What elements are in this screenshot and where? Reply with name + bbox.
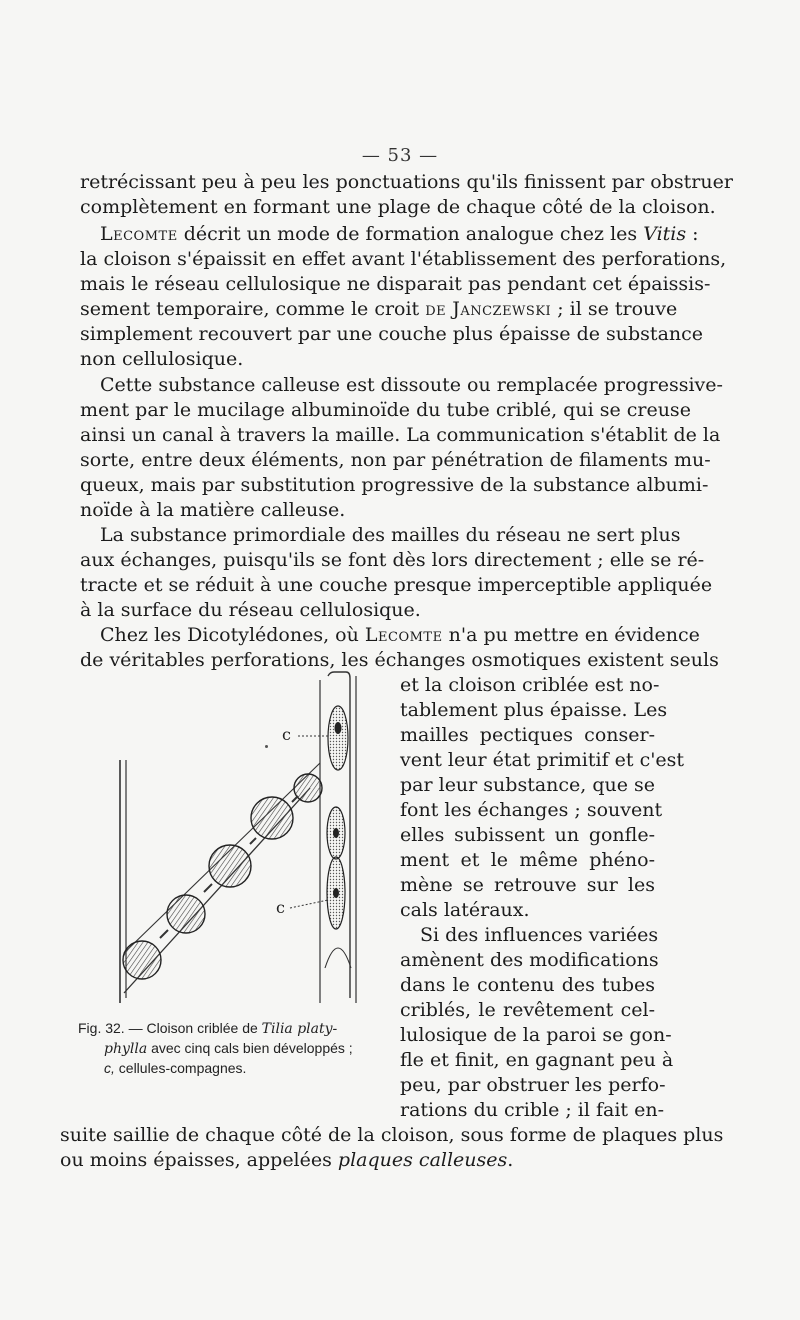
- caption-symbol: c,: [104, 1060, 115, 1076]
- text-line: à la surface du réseau cellulosique.: [80, 599, 421, 621]
- text-fragment: ; il se trouve: [557, 298, 678, 320]
- text-line: rations du crible ; il fait en-: [400, 1099, 664, 1121]
- text-line: de véritables perforations, les échanges osmotiques existent seuls: [80, 649, 719, 671]
- species-name: phylla: [104, 1041, 148, 1057]
- text-line: elles subissent un gonfle-: [400, 824, 655, 846]
- page-number: — 53 —: [361, 145, 439, 166]
- text-line: ment et le même phéno-: [400, 849, 655, 871]
- text-line: Cette substance calleuse est dissoute ou remplacée progressive-: [100, 374, 723, 396]
- text-fragment: :: [692, 223, 699, 245]
- label-c-top: c: [282, 725, 291, 744]
- text-line: peu, par obstruer les perfo-: [400, 1074, 666, 1096]
- callus-1: [123, 941, 161, 979]
- text-line: aux échanges, puisqu'ils se font dès lors directement ; elle se ré-: [80, 549, 705, 571]
- text-line: non cellulosique.: [80, 348, 244, 370]
- text-line: Si des influences variées: [420, 924, 659, 946]
- caption-text: avec cinq cals bien développés ;: [151, 1040, 353, 1056]
- callus-3: [209, 845, 251, 887]
- sieve-plate: [123, 763, 322, 993]
- text-line: tracte et se réduit à une couche presque imperceptible appliquée: [80, 574, 713, 596]
- genus-name: Vitis: [643, 223, 687, 245]
- author-name: Lecomte: [364, 624, 443, 646]
- figure-label: Fig. 32.: [78, 1020, 125, 1036]
- species-name: Tilia platy-: [261, 1021, 338, 1037]
- text-line: retrécissant peu à peu les ponctuations qu'ils finissent par obstruer: [80, 171, 733, 193]
- text-line: et la cloison criblée est no-: [400, 674, 660, 696]
- text-line: la cloison s'épaissit en effet avant l'établissement des perforations,: [80, 248, 727, 270]
- text-line: dans le contenu des tubes: [400, 974, 655, 996]
- text-fragment: .: [507, 1149, 514, 1171]
- particle: de: [425, 298, 447, 320]
- text-line: La substance primordiale des mailles du réseau ne sert plus: [100, 524, 681, 546]
- text-line: mène se retrouve sur les: [400, 874, 655, 896]
- text-fragment: sement temporaire, comme le croit: [80, 298, 426, 320]
- figure-caption-line: [104, 1038, 353, 1059]
- label-c-bottom: c: [276, 898, 285, 917]
- callus-2: [167, 895, 205, 933]
- text-line: mailles pectiques conser-: [400, 724, 655, 746]
- text-line: font les échanges ; souvent: [400, 799, 663, 821]
- text-line: vent leur état primitif et c'est: [400, 749, 685, 771]
- text-line: [100, 623, 700, 648]
- text-line: complètement en formant une plage de chaque côté de la cloison.: [80, 196, 716, 218]
- text-fragment: n'a pu mettre en évidence: [448, 624, 700, 646]
- text-line: suite saillie de chaque côté de la cloison, sous forme de plaques plus: [60, 1124, 724, 1146]
- sieve-plate-illustration: [110, 668, 390, 1008]
- figure-caption-line: [104, 1058, 246, 1078]
- text-fragment: décrit un mode de formation analogue chez les: [183, 223, 644, 245]
- text-line: fle et finit, en gagnant peu à: [400, 1049, 674, 1071]
- caption-text: cellules-compagnes.: [118, 1060, 247, 1076]
- text-line: queux, mais par substitution progressive de la substance albumi-: [80, 474, 709, 496]
- author-name: Lecomte: [100, 223, 178, 245]
- text-line: ment par le mucilage albuminoïde du tube criblé, qui se creuse: [80, 399, 691, 421]
- callus-4: [251, 797, 293, 839]
- text-line: lulosique de la paroi se gon-: [400, 1024, 672, 1046]
- term-plaques-calleuses: plaques calleuses: [337, 1149, 508, 1171]
- author-name: Janczewski: [452, 298, 552, 320]
- text-line: tablement plus épaisse. Les: [400, 699, 668, 721]
- text-line: simplement recouvert par une couche plus épaisse de substance: [80, 323, 704, 345]
- text-line: criblés, le revêtement cel-: [400, 999, 655, 1021]
- callus-5: [294, 774, 322, 802]
- figure-caption-line: [78, 1018, 337, 1039]
- text-line: noïde à la matière calleuse.: [80, 499, 346, 521]
- text-line: sorte, entre deux éléments, non par pénétration de filaments mu-: [80, 449, 711, 471]
- text-line: [60, 1148, 655, 1173]
- companion-cells: [320, 672, 356, 1003]
- text-line: [80, 297, 678, 322]
- text-fragment: ou moins épaisses, appelées: [60, 1149, 332, 1171]
- text-line: [100, 222, 699, 247]
- text-line: mais le réseau cellulosique ne disparait pas pendant cet épaissis-: [80, 273, 711, 295]
- text-line: ainsi un canal à travers la maille. La communication s'établit de la: [80, 424, 721, 446]
- text-line: cals latéraux.: [400, 899, 530, 921]
- text-line: amènent des modifications: [400, 949, 659, 971]
- figure-32: [110, 668, 390, 1008]
- caption-text: — Cloison criblée de: [128, 1020, 258, 1036]
- text-fragment: Chez les Dicotylédones, où: [100, 624, 365, 646]
- print-speck: [265, 745, 268, 748]
- text-line: par leur substance, que se: [400, 774, 656, 796]
